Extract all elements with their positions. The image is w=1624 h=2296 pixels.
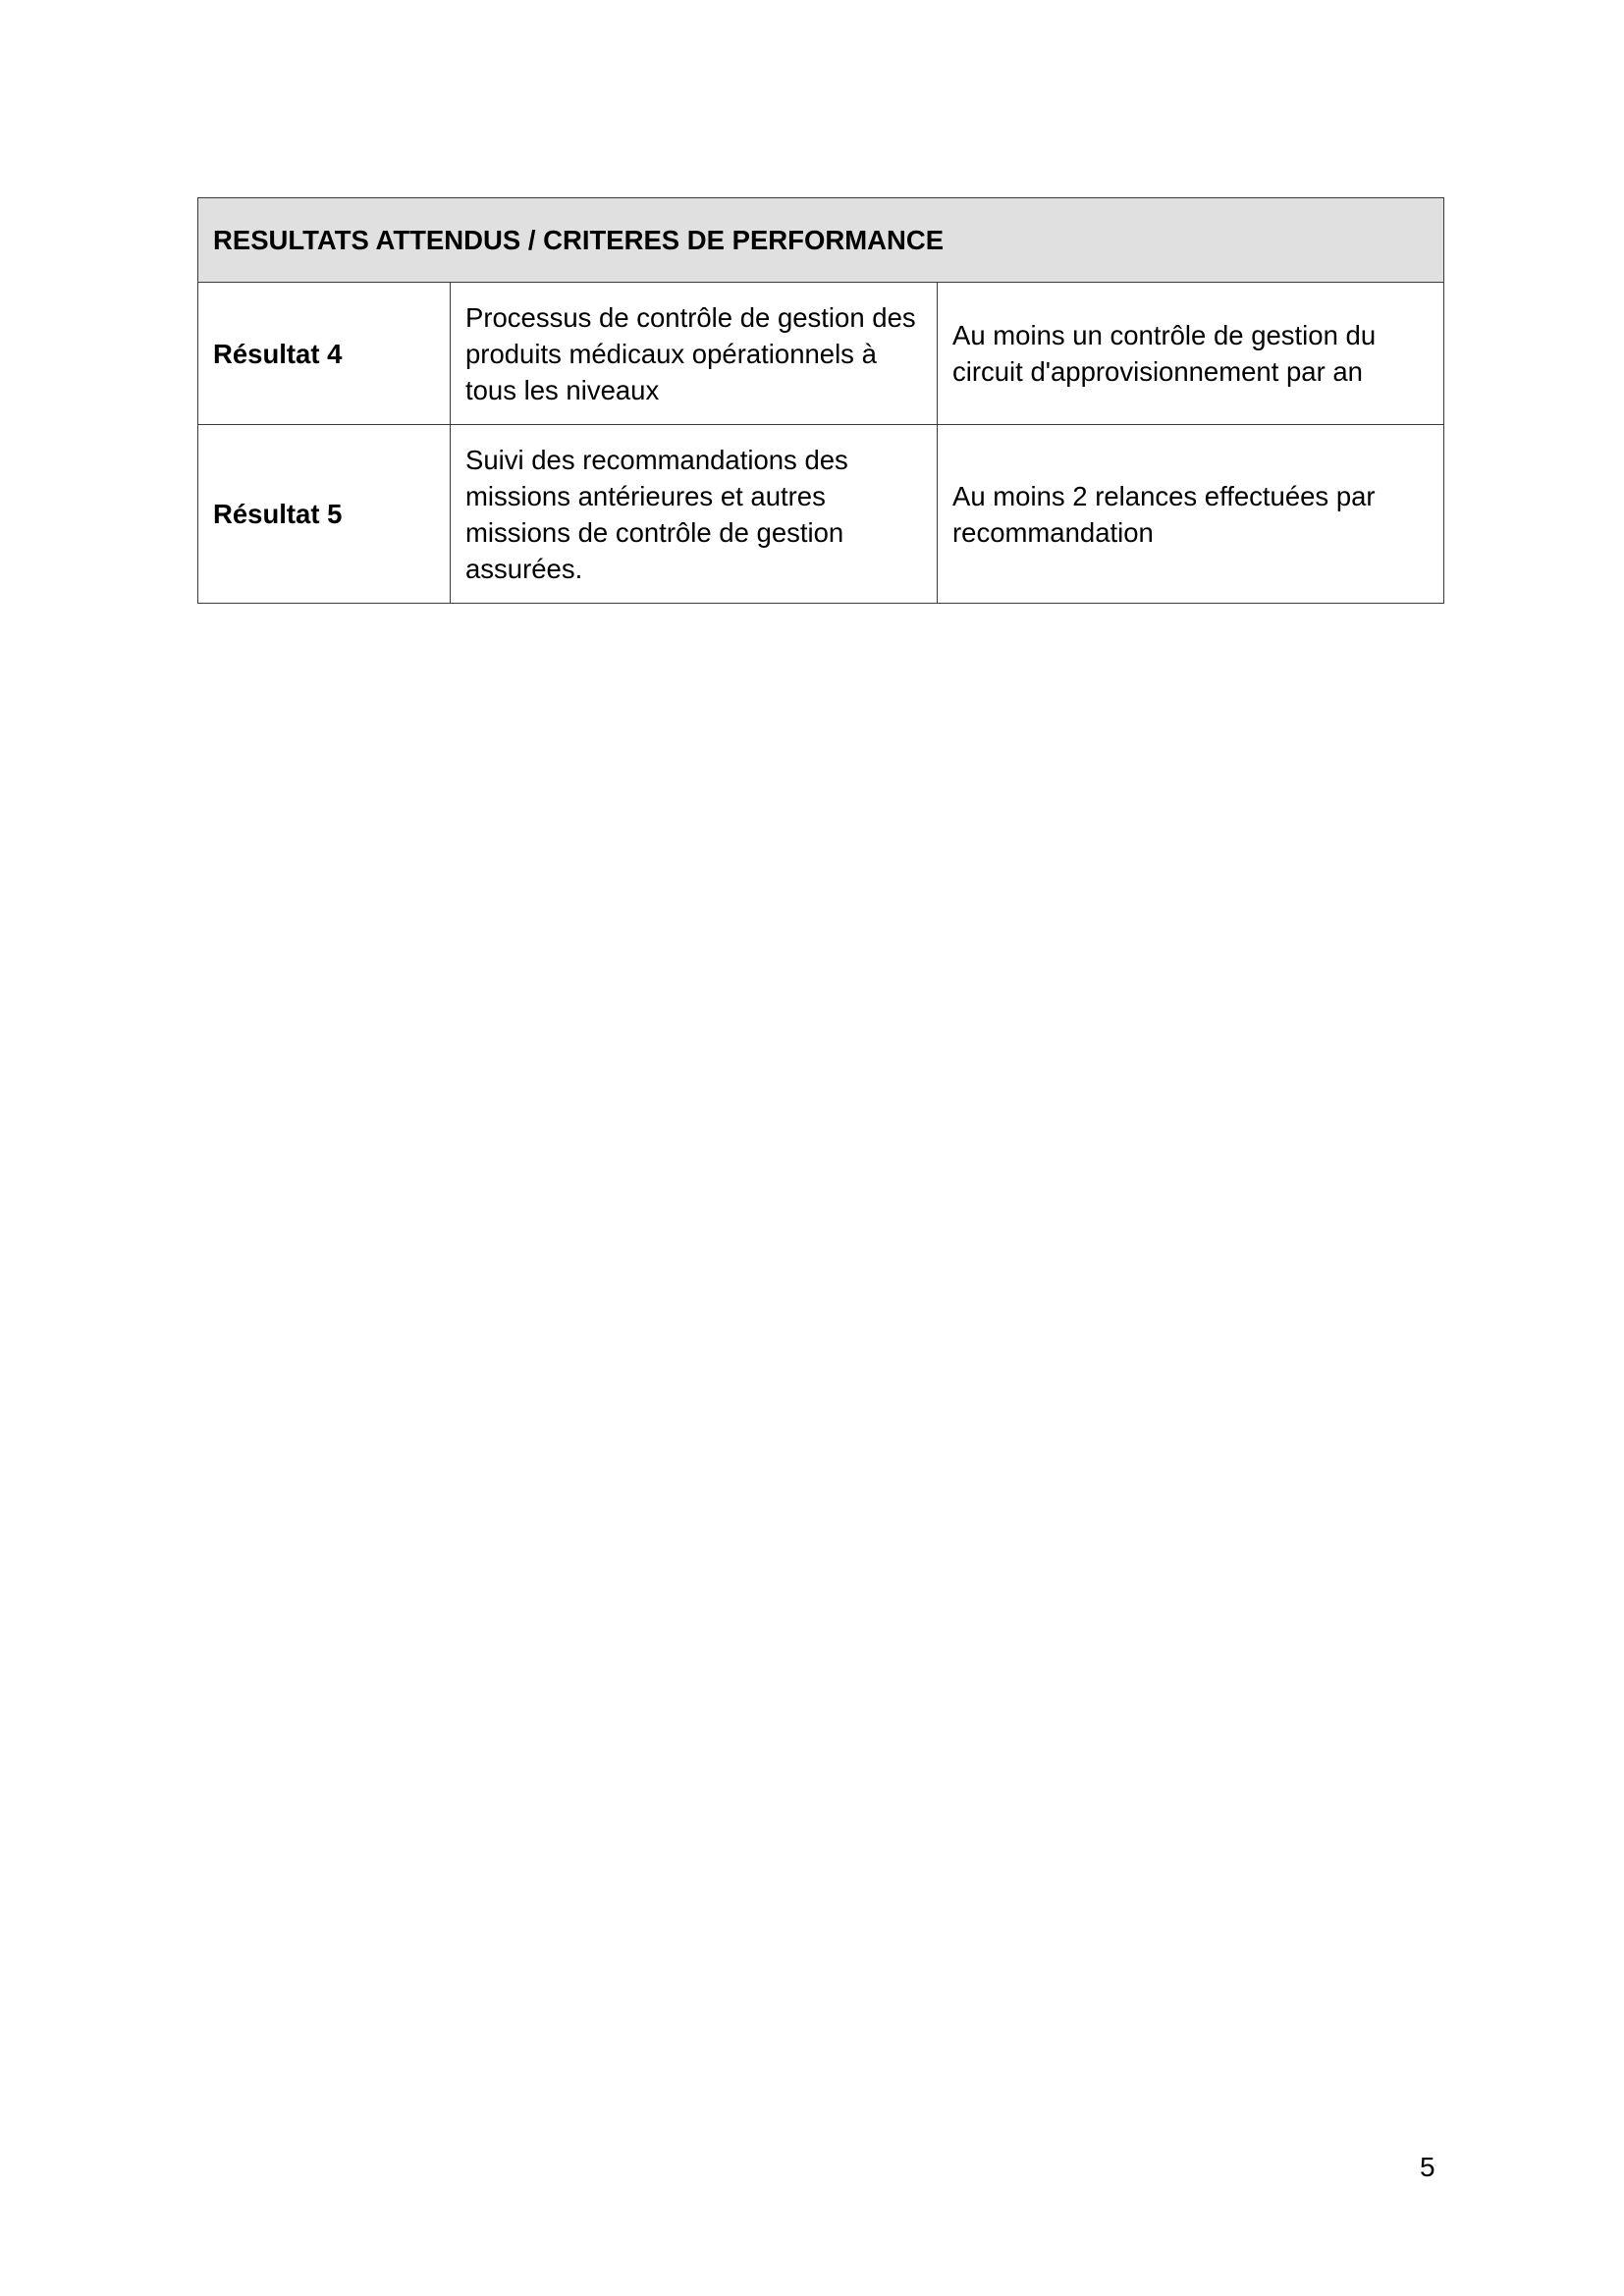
table-row: [198, 283, 1444, 425]
table-header-row: [198, 198, 1444, 283]
result-description: Processus de contrôle de gestion des produits médicaux opérationnels à tous les niveaux: [451, 283, 938, 425]
performance-criterion: Au moins 2 relances effectuées par recommandation: [938, 425, 1444, 604]
result-label: Résultat 5: [198, 425, 451, 604]
table-row: [198, 425, 1444, 604]
result-description: Suivi des recommandations des missions antérieures et autres missions de contrôle de gestion assurées.: [451, 425, 938, 604]
table-header: RESULTATS ATTENDUS / CRITERES DE PERFORMANCE: [198, 198, 1444, 283]
performance-criterion: Au moins un contrôle de gestion du circuit d'approvisionnement par an: [938, 283, 1444, 425]
page-number: 5: [1420, 2152, 1435, 2182]
results-criteria-table: [197, 197, 1444, 604]
result-label: Résultat 4: [198, 283, 451, 425]
